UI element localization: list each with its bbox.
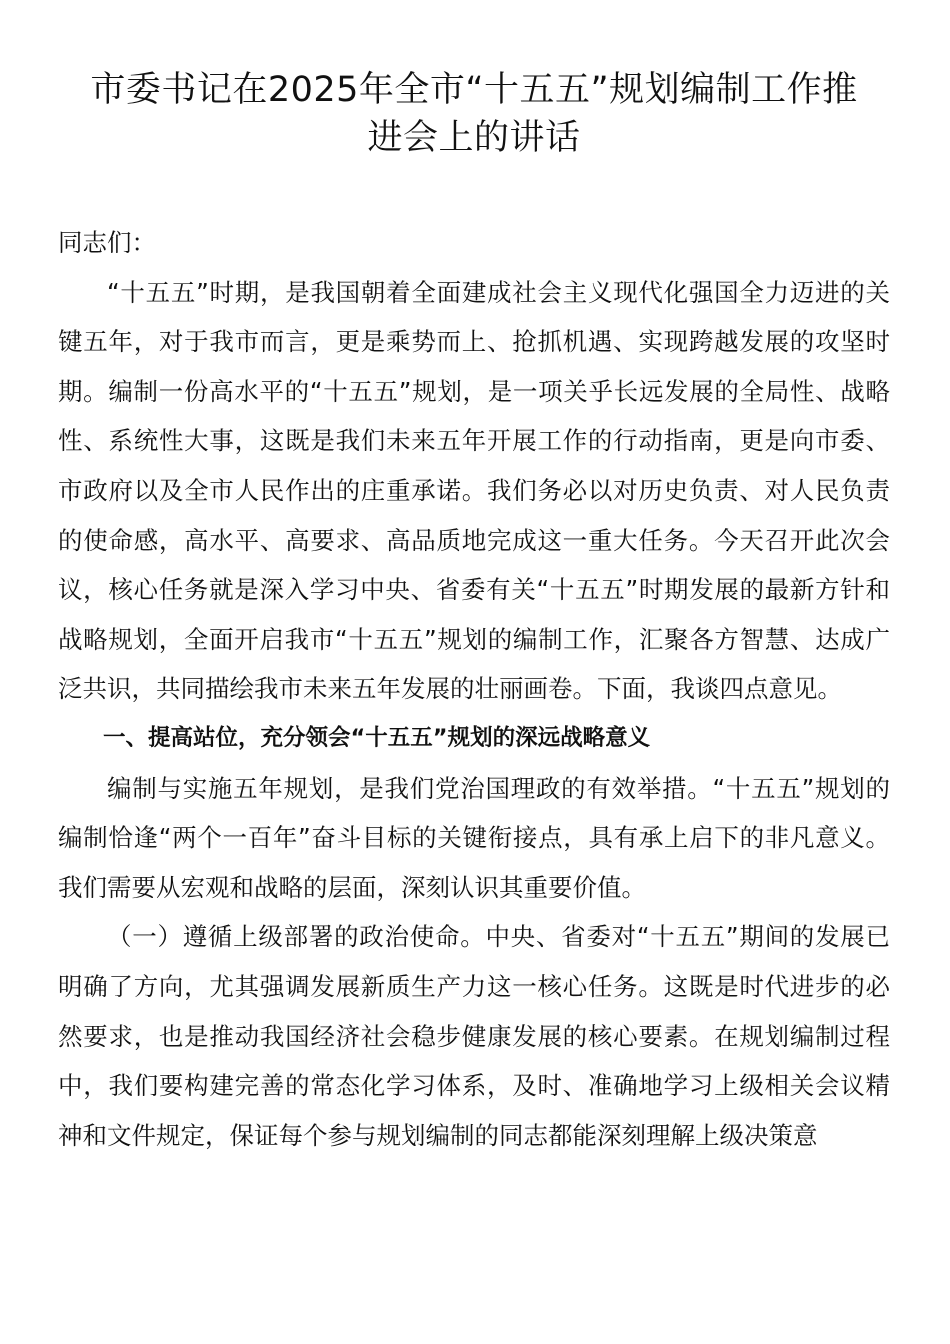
- greeting: 同志们：: [58, 228, 156, 257]
- document-title-line-2: 进会上的讲话: [367, 118, 581, 158]
- section-heading-1: 一、提高站位，充分领会“十五五”规划的深远战略意义: [103, 724, 651, 751]
- intro-paragraph: “十五五”时期，是我国朝着全面建成社会主义现代化强国全力迈进的关键五年，对于我市而言，更是乘势而上、抢抓机遇、实现跨越发展的攻坚时期。编制一份高水平的“十五五”规划，是一项关乎长远发展的全局性、战略性、系统性大事，这既是我们未来五年开展工作的行动指南，更是向市委、市政府以及全市人民作出的庄重承诺。我们务必以对历史负责、对人民负责的使命感，高水平、高要求、高品质地完成这一重大任务。今天召开此次会议，核心任务就是深入学习中央、省委有关“十五五”时期发展的最新方针和战略规划，全面开启我市“十五五”规划的编制工作，汇聚各方智慧、达成广泛共识，共同描绘我市未来五年发展的壮丽画卷。下面，我谈四点意见。: [58, 277, 890, 704]
- document-body: [58, 218, 890, 1160]
- section-1-paragraph-1: 编制与实施五年规划，是我们党治国理政的有效举措。“十五五”规划的编制恰逢“两个一百年”奋斗目标的关键衔接点，具有承上启下的非凡意义。我们需要从宏观和战略的层面，深刻认识其重要价值。: [58, 773, 890, 902]
- document-title: [58, 66, 890, 162]
- section-1-paragraph-2: （一）遵循上级部署的政治使命。中央、省委对“十五五”期间的发展已明确了方向，尤其强调发展新质生产力这一核心任务。这既是时代进步的必然要求，也是推动我国经济社会稳步健康发展的核心要素。在规划编制过程中，我们要构建完善的常态化学习体系，及时、准确地学习上级相关会议精神和文件规定，保证每个参与规划编制的同志都能深刻理解上级决策意: [58, 922, 890, 1150]
- document-title-line-1: 市委书记在2025年全市“十五五”规划编制工作推: [90, 70, 858, 110]
